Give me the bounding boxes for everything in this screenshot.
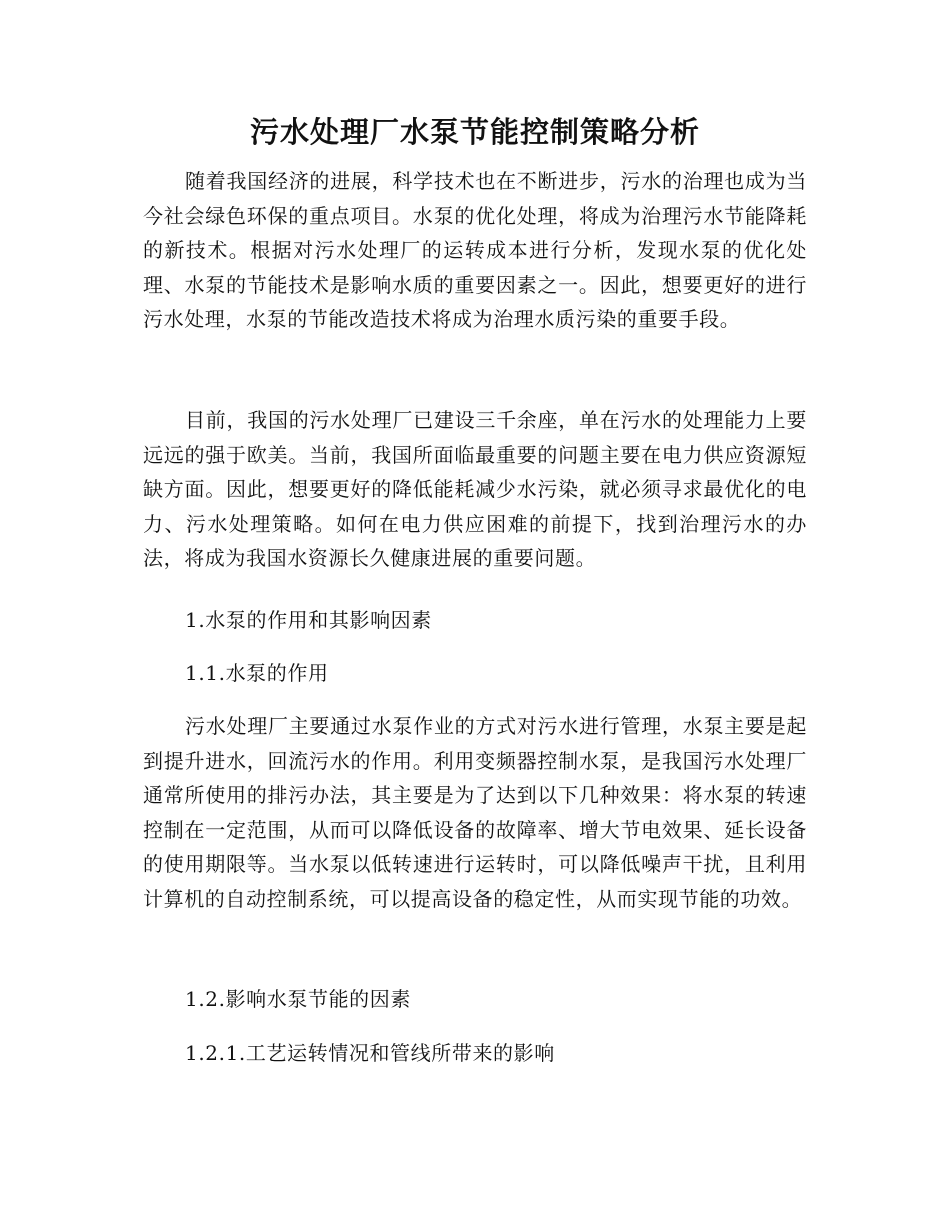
paragraph-intro: 随着我国经济的进展，科学技术也在不断进步，污水的治理也成为当今社会绿色环保的重点项目。水泵的优化处理，将成为治理污水节能降耗的新技术。根据对污水处理厂的运转成本进行分析，发现水泵的优化处理、水泵的节能技术是影响水质的重要因素之一。因此，想要更好的进行污水处理，水泵的节能改造技术将成为治理水质污染的重要手段。: [143, 169, 807, 331]
section-heading-1: 1.水泵的作用和其影响因素: [185, 608, 432, 632]
section-heading-1-2: 1.2.影响水泵节能的因素: [185, 987, 411, 1011]
document-title: 污水处理厂水泵节能控制策略分析: [249, 115, 700, 149]
paragraph-pump-role: 污水处理厂主要通过水泵作业的方式对污水进行管理，水泵主要是起到提升进水，回流污水的作用。利用变频器控制水泵，是我国污水处理厂通常所使用的排污办法，其主要是为了达到以下几种效果：将水泵的转速控制在一定范围，从而可以降低设备的故障率、增大节电效果、延长设备的使用期限等。当水泵以低转速进行运转时，可以降低噪声干扰，且利用计算机的自动控制系统，可以提高设备的稳定性，从而实现节能的功效。: [143, 714, 807, 911]
section-heading-1-2-1: 1.2.1.工艺运转情况和管线所带来的影响: [185, 1041, 555, 1065]
paragraph-current-situation: 目前，我国的污水处理厂已建设三千余座，单在污水的处理能力上要远远的强于欧美。当前，我国所面临最重要的问题主要在电力供应资源短缺方面。因此，想要更好的降低能耗减少水污染，就必须寻求最优化的电力、污水处理策略。如何在电力供应困难的前提下，找到治理污水的办法，将成为我国水资源长久健康进展的重要问题。: [143, 408, 807, 570]
section-heading-1-1: 1.1.水泵的作用: [185, 661, 329, 685]
